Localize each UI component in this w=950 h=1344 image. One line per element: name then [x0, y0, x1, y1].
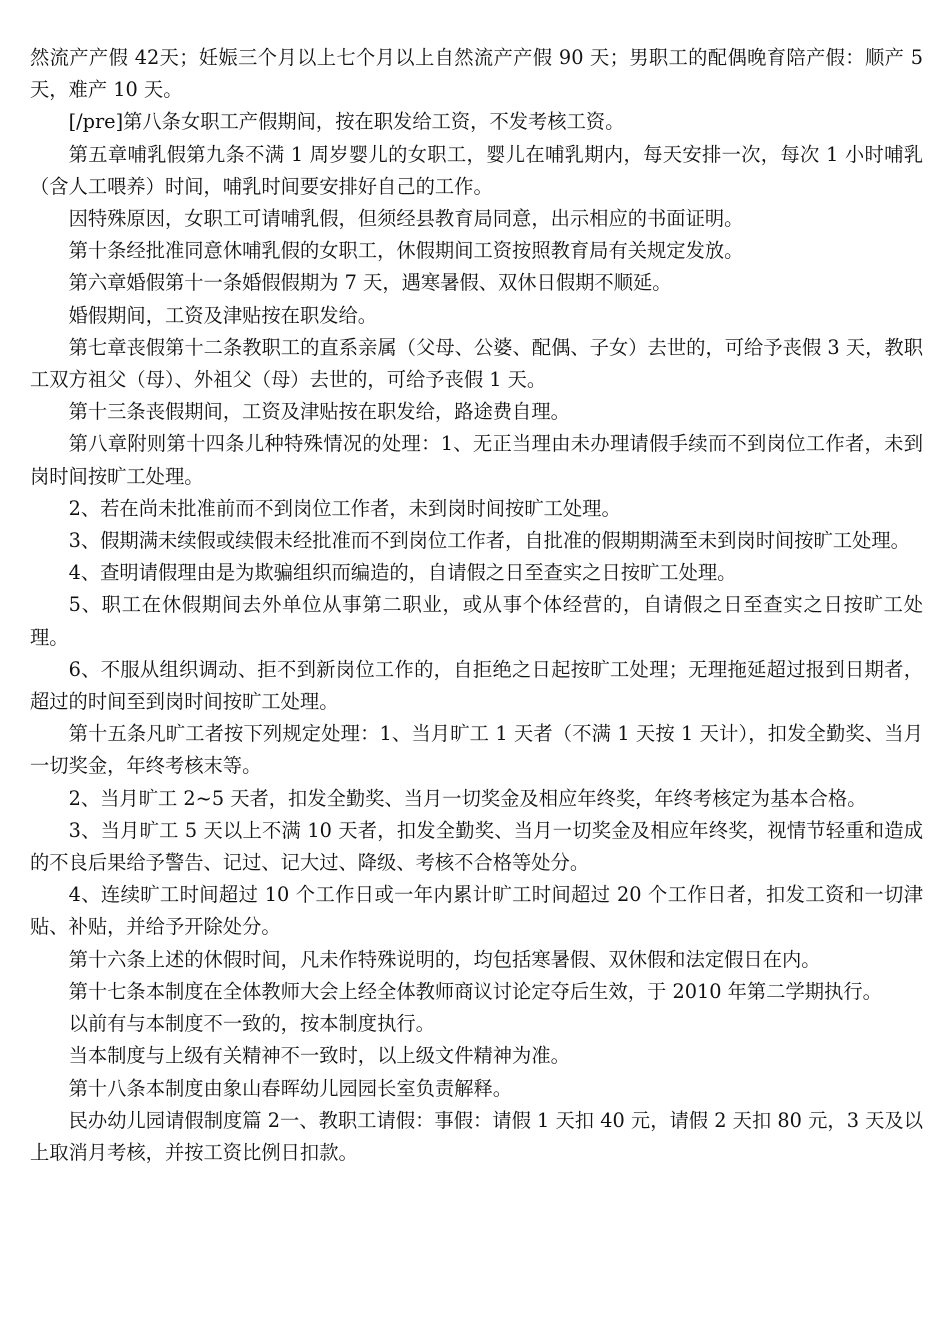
paragraph-marriage-leave-pay: 婚假期间，工资及津贴按在职发给。 [68, 303, 378, 327]
paragraph-chapter-5-article-9: 第五章哺乳假第九条不满 1 周岁婴儿的女职工，婴儿在哺乳期内，每天安排一次，每次 1 小时哺乳（含人工喂养）时间，哺乳时间要安排好自己的工作。 [30, 142, 923, 198]
paragraph-article-15: 第十五条凡旷工者按下列规定处理：1、当月旷工 1 天者（不满 1 天按 1 天计），扣发全勤奖、当月一切奖金，年终考核末等。 [30, 722, 923, 778]
paragraph-article-16: 第十六条上述的休假时间，凡未作特殊说明的，均包括寒暑假、双休假和法定假日在内。 [68, 947, 821, 971]
paragraph-item-2: 2、若在尚未批准前而不到岗位工作者，未到岗时间按旷工处理。 [68, 496, 621, 520]
paragraph-article-17: 第十七条本制度在全体教师大会上经全体教师商议讨论定夺后生效，于 2010 年第二学期执行。 [68, 979, 882, 1003]
paragraph-miscarriage-leave: 然流产产假 42天；妊娠三个月以上七个月以上自然流产产假 90 天；男职工的配偶晚育陪产假：顺产 5 天，难产 10 天。 [30, 46, 923, 102]
paragraph-article-15-item-3: 3、当月旷工 5 天以上不满 10 天者，扣发全勤奖、当月一切奖金及相应年终奖，视情节轻重和造成的不良后果给予警告、记过、记大过、降级、考核不合格等处分。 [30, 818, 923, 875]
paragraph-item-4: 4、查明请假理由是为欺骗组织而编造的，自请假之日至查实之日按旷工处理。 [68, 561, 737, 585]
paragraph-item-5: 5、职工在休假期间去外单位从事第二职业，或从事个体经营的，自请假之日至查实之日按旷工处理。 [30, 593, 923, 649]
paragraph-chapter-6-article-11: 第六章婚假第十一条婚假假期为 7 天，遇寒暑假、双休日假期不顺延。 [68, 271, 672, 295]
paragraph-chapter-7-article-12: 第七章丧假第十二条教职工的直系亲属（父母、公婆、配偶、子女）去世的，可给予丧假 3 天，教职工双方祖父（母）、外祖父（母）去世的，可给予丧假 1 天。 [30, 335, 923, 392]
paragraph-item-6: 6、不服从组织调动、拒不到新岗位工作的，自拒绝之日起按旷工处理；无理拖延超过报到日期者，超过的时间至到岗时间按旷工处理。 [30, 657, 923, 714]
paragraph-article-18: 第十八条本制度由象山春晖幼儿园园长室负责解释。 [68, 1076, 513, 1100]
paragraph-article-8: [/pre]第八条女职工产假期间，按在职发给工资，不发考核工资。 [68, 110, 625, 134]
paragraph-part-2-staff-leave: 民办幼儿园请假制度篇 2一、教职工请假：事假：请假 1 天扣 40 元，请假 2 天扣 80 元，3 天及以上取消月考核，并按工资比例日扣款。 [30, 1108, 923, 1164]
document-page [30, 42, 923, 1169]
paragraph-article-13: 第十三条丧假期间，工资及津贴按在职发给，路途费自理。 [68, 400, 570, 424]
paragraph-article-15-item-2: 2、当月旷工 2~5 天者，扣发全勤奖、当月一切奖金及相应年终奖，年终考核定为基本合格。 [68, 786, 867, 810]
paragraph-article-10: 第十条经批准同意休哺乳假的女职工，休假期间工资按照教育局有关规定发放。 [68, 239, 744, 263]
paragraph-previous-rules: 以前有与本制度不一致的，按本制度执行。 [68, 1012, 435, 1036]
paragraph-higher-authority: 当本制度与上级有关精神不一致时，以上级文件精神为准。 [68, 1044, 570, 1068]
paragraph-special-nursing-leave: 因特殊原因，女职工可请哺乳假，但须经县教育局同意，出示相应的书面证明。 [68, 207, 744, 231]
paragraph-chapter-8-article-14: 第八章附则第十四条儿种特殊情况的处理：1、无正当理由未办理请假手续而不到岗位工作者，未到岗时间按旷工处理。 [30, 432, 923, 488]
paragraph-item-3: 3、假期满未续假或续假未经批准而不到岗位工作者，自批准的假期期满至未到岗时间按旷工处理。 [68, 529, 910, 553]
paragraph-article-15-item-4: 4、连续旷工时间超过 10 个工作日或一年内累计旷工时间超过 20 个工作日者，扣发工资和一切津贴、补贴，并给予开除处分。 [30, 883, 923, 939]
